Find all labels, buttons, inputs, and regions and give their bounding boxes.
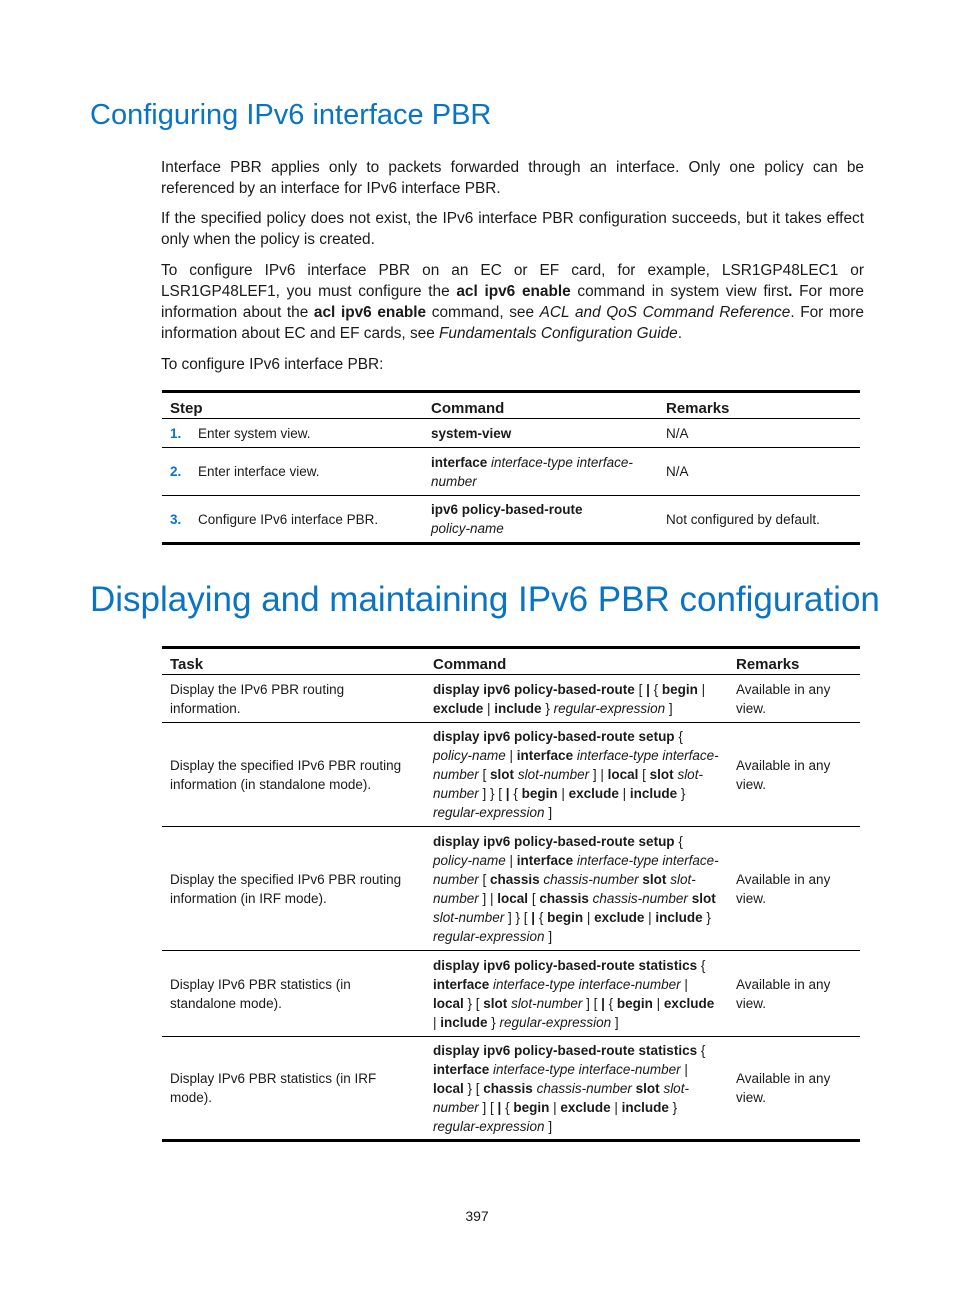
command-cell: display ipv6 policy-based-route statistics { interface interface-type interface-number | local } [ chassis chassis-number slot slot-number ] [ | { begin | exclude | include } regular-expression ] — [433, 1042, 706, 1134]
remarks-cell: Not configured by default. — [666, 511, 820, 527]
paragraph-ec-ef-card: To configure IPv6 interface PBR on an EC or EF card, for example, LSR1GP48LEC1 or LSR1GP48LEF1, you must configure the acl ipv6 enable command in system view first. For more information about the acl ipv6 enable command, see ACL and QoS Command Reference. For more information about EC and EF cards, see Fundamentals Configuration Guide. — [161, 262, 864, 342]
step-number: 1. — [170, 425, 182, 441]
column-header-command: Command — [431, 400, 505, 417]
command-cell: display ipv6 policy-based-route setup { policy-name | interface interface-type interface-number [ chassis chassis-number slot slot-number ] | local [ chassis chassis-number slot slot-number ] } [ | { begin | exclude | include } regular-expression ] — [433, 833, 719, 944]
step-number: 3. — [170, 511, 182, 527]
remarks-cell: Available in any view. — [736, 871, 831, 906]
column-header-command: Command — [433, 656, 507, 673]
task-cell: Display the specified IPv6 PBR routing information (in standalone mode). — [170, 757, 402, 792]
task-cell: Display the specified IPv6 PBR routing information (in IRF mode). — [170, 871, 402, 906]
column-header-step: Step — [170, 400, 203, 417]
step-number: 2. — [170, 464, 182, 479]
paragraph-procedure-intro: To configure IPv6 interface PBR: — [161, 356, 384, 373]
column-header-remarks: Remarks — [736, 656, 800, 673]
command-cell: display ipv6 policy-based-route setup { policy-name | interface interface-type interface-number [ slot slot-number ] | local [ slot slot-number ] } [ | { begin | exclude | include } regular-expression ] — [433, 729, 719, 820]
paragraph-intro: Interface PBR applies only to packets forwarded through an interface. Only one policy can be referenced by an interface for IPv6 interface PBR. — [161, 159, 864, 197]
table-row — [162, 951, 860, 1037]
display-commands-table — [162, 646, 860, 1142]
table-row — [162, 1037, 860, 1141]
step-cell — [162, 448, 423, 496]
table-row — [162, 675, 860, 723]
remarks-cell: Available in any view. — [736, 681, 831, 716]
step-text: Enter interface view. — [198, 464, 320, 479]
section-title-displaying: Displaying and maintaining IPv6 PBR configuration — [90, 580, 880, 619]
paragraph-policy-note: If the specified policy does not exist, the IPv6 interface PBR configuration succeeds, but it takes effect only when the policy is created. — [161, 210, 864, 248]
table-header-row — [162, 392, 860, 419]
step-text: Configure IPv6 interface PBR. — [198, 511, 379, 527]
table-row — [162, 827, 860, 951]
remarks-cell: Available in any view. — [736, 976, 831, 1011]
remarks-cell: Available in any view. — [736, 1071, 831, 1105]
step-cell — [162, 419, 423, 448]
section-title-configuring: Configuring IPv6 interface PBR — [90, 99, 492, 131]
page-number: 397 — [465, 1208, 489, 1224]
column-header-remarks: Remarks — [666, 400, 730, 417]
remarks-cell: N/A — [666, 425, 689, 441]
command-cell: system-view — [431, 425, 512, 441]
table-row — [162, 419, 860, 448]
column-header-task: Task — [170, 656, 204, 673]
step-cell — [162, 496, 423, 544]
task-cell: Display IPv6 PBR statistics (in IRF mode). — [170, 1071, 377, 1105]
task-cell: Display the IPv6 PBR routing information. — [170, 681, 345, 716]
table-row — [162, 496, 860, 544]
config-steps-table — [162, 390, 860, 545]
task-cell: Display IPv6 PBR statistics (in standalone mode). — [170, 976, 351, 1011]
remarks-cell: N/A — [666, 464, 689, 479]
table-row — [162, 448, 860, 496]
command-cell: ipv6 policy-based-route policy-name — [431, 502, 583, 536]
step-text: Enter system view. — [198, 425, 311, 441]
remarks-cell: Available in any view. — [736, 757, 831, 792]
command-cell: interface interface-type interface-number — [431, 454, 633, 489]
command-cell: display ipv6 policy-based-route [ | { begin | exclude | include } regular-expression ] — [433, 681, 706, 716]
table-header-row — [162, 648, 860, 675]
table-row — [162, 723, 860, 827]
command-cell: display ipv6 policy-based-route statistics { interface interface-type interface-number | local } [ slot slot-number ] [ | { begin | exclude | include } regular-expression ] — [433, 957, 715, 1030]
